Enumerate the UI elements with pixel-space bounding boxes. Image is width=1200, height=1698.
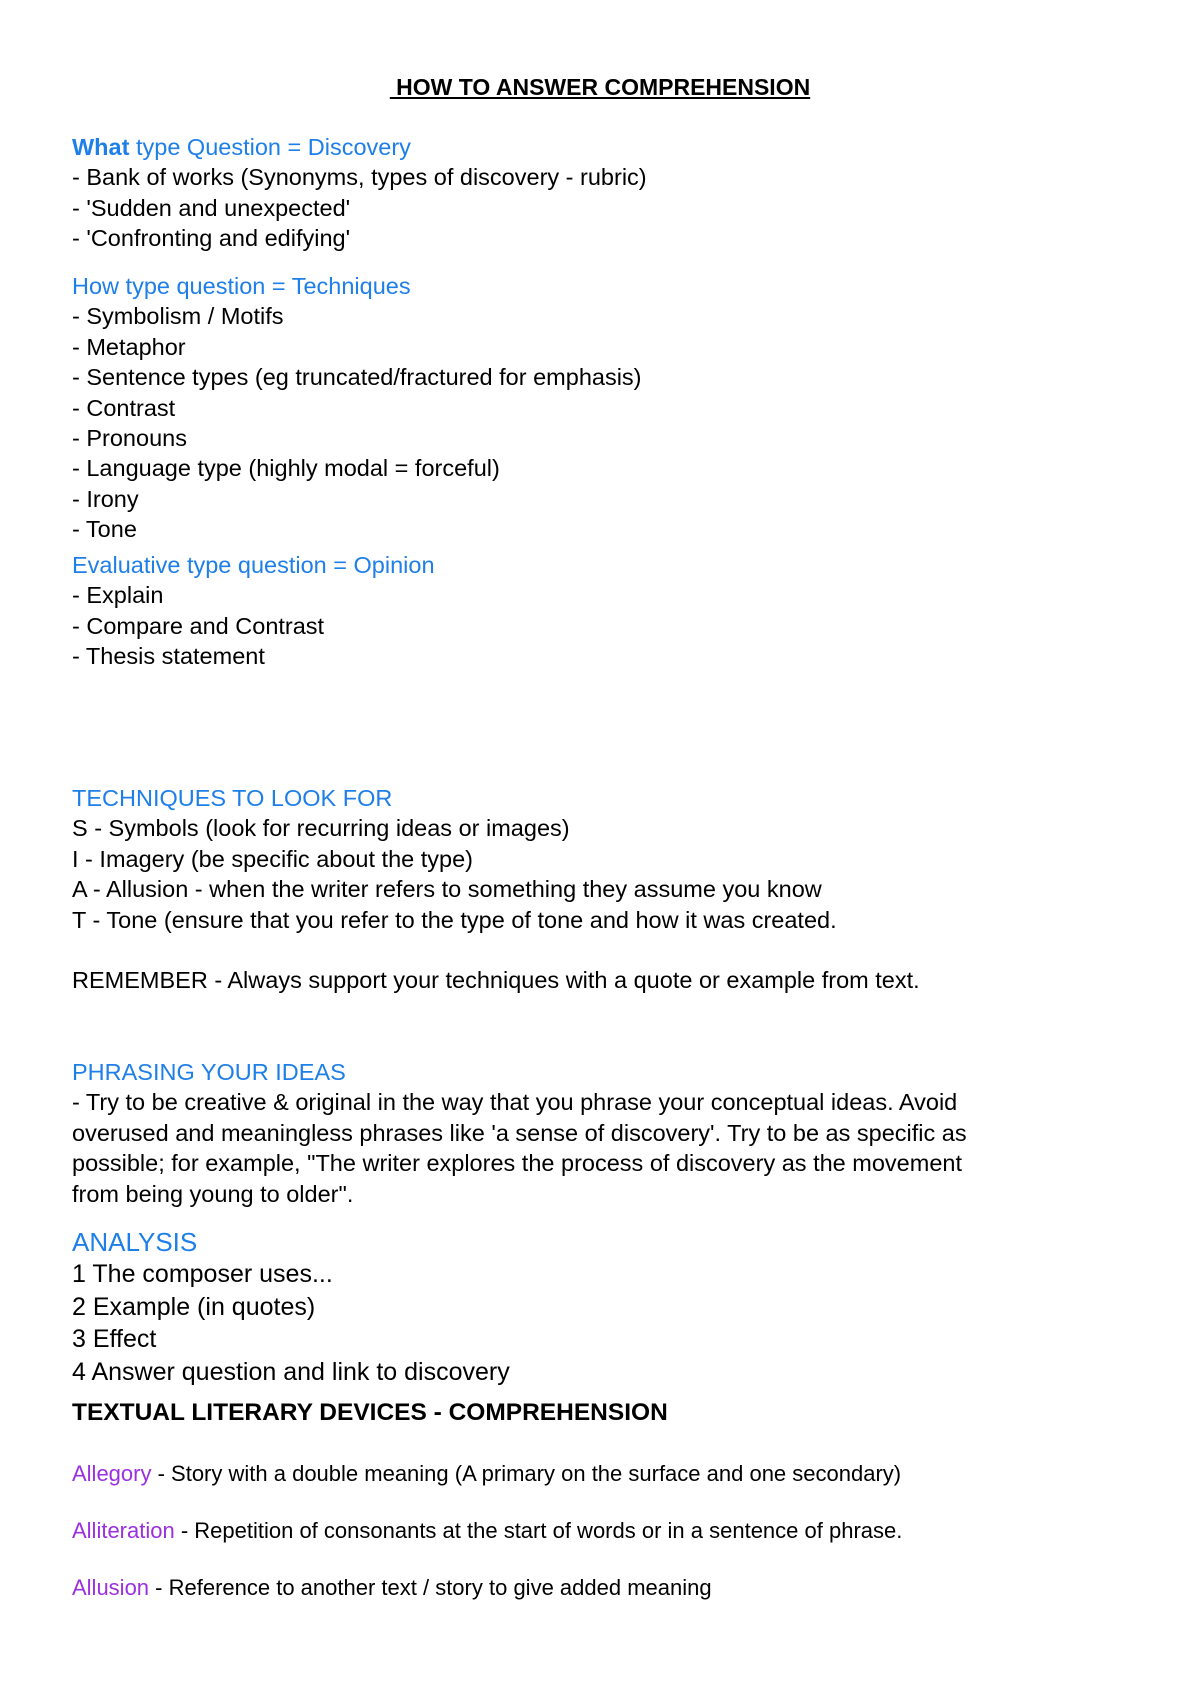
evaluative-section: [72, 550, 1132, 672]
how-section: [72, 271, 1132, 545]
phrasing-heading: PHRASING YOUR IDEAS: [72, 1059, 346, 1085]
evaluative-heading: Evaluative type question = Opinion: [72, 552, 435, 578]
remember-note: [72, 965, 1132, 995]
device-term: Alliteration: [72, 1518, 175, 1543]
list-item: - Symbolism / Motifs: [72, 303, 284, 330]
paragraph-line: from being young to older".: [72, 1180, 354, 1207]
list-item: - Explain: [72, 582, 164, 609]
device-entry: [72, 1517, 1132, 1545]
device-entry: [72, 1460, 1132, 1488]
list-item: - Bank of works (Synonyms, types of discovery - rubric): [72, 164, 647, 191]
device-entry: [72, 1574, 1132, 1602]
paragraph-line: - Try to be creative & original in the way that you phrase your conceptual ideas. Avoid: [72, 1089, 958, 1116]
list-item: 3 Effect: [72, 1325, 157, 1353]
list-item: - 'Sudden and unexpected': [72, 194, 351, 221]
device-term: Allegory: [72, 1461, 152, 1486]
techniques-section: [72, 783, 1132, 935]
list-item: - Sentence types (eg truncated/fractured for emphasis): [72, 364, 642, 391]
device-definition: - Story with a double meaning (A primary on the surface and one secondary): [151, 1461, 902, 1486]
remember-text: REMEMBER - Always support your techniques with a quote or example from text.: [72, 967, 920, 993]
list-item: - Thesis statement: [72, 643, 265, 670]
what-heading-bold: What: [72, 134, 130, 160]
list-item: 4 Answer question and link to discovery: [72, 1357, 510, 1386]
list-item: - Compare and Contrast: [72, 612, 325, 639]
list-item: - Contrast: [72, 394, 176, 421]
list-item: 1 The composer uses...: [72, 1260, 333, 1288]
how-heading: How type question = Techniques: [72, 273, 411, 299]
devices-heading: TEXTUAL LITERARY DEVICES - COMPREHENSION: [72, 1399, 668, 1426]
paragraph-line: possible; for example, "The writer explores the process of discovery as the movement: [72, 1150, 962, 1177]
techniques-heading: TECHNIQUES TO LOOK FOR: [72, 785, 393, 811]
page-title: HOW TO ANSWER COMPREHENSION: [389, 74, 811, 100]
list-item: S - Symbols (look for recurring ideas or images): [72, 815, 570, 842]
paragraph-line: overused and meaningless phrases like 'a sense of discovery'. Try to be as specific as: [72, 1119, 967, 1146]
list-item: - Language type (highly modal = forceful): [72, 455, 500, 482]
list-item: I - Imagery (be specific about the type): [72, 845, 473, 872]
list-item: - Pronouns: [72, 425, 187, 452]
analysis-heading: ANALYSIS: [72, 1227, 198, 1257]
analysis-section: [72, 1226, 1132, 1388]
what-section: [72, 132, 1132, 254]
list-item: A - Allusion - when the writer refers to something they assume you know: [72, 876, 822, 903]
list-item: - Irony: [72, 485, 139, 512]
list-item: T - Tone (ensure that you refer to the type of tone and how it was created.: [72, 906, 837, 933]
device-definition: - Repetition of consonants at the start of words or in a sentence of phrase.: [174, 1518, 903, 1543]
devices-section: [72, 1397, 1132, 1429]
list-item: - Tone: [72, 516, 137, 543]
device-term: Allusion: [72, 1575, 150, 1600]
list-item: 2 Example (in quotes): [72, 1292, 316, 1321]
device-definition: - Reference to another text / story to give added meaning: [149, 1575, 712, 1600]
list-item: - 'Confronting and edifying': [72, 225, 351, 252]
what-heading-rest: type Question = Discovery: [129, 134, 411, 160]
list-item: - Metaphor: [72, 333, 186, 360]
phrasing-section: [72, 1057, 1132, 1209]
what-heading: [72, 132, 1132, 162]
